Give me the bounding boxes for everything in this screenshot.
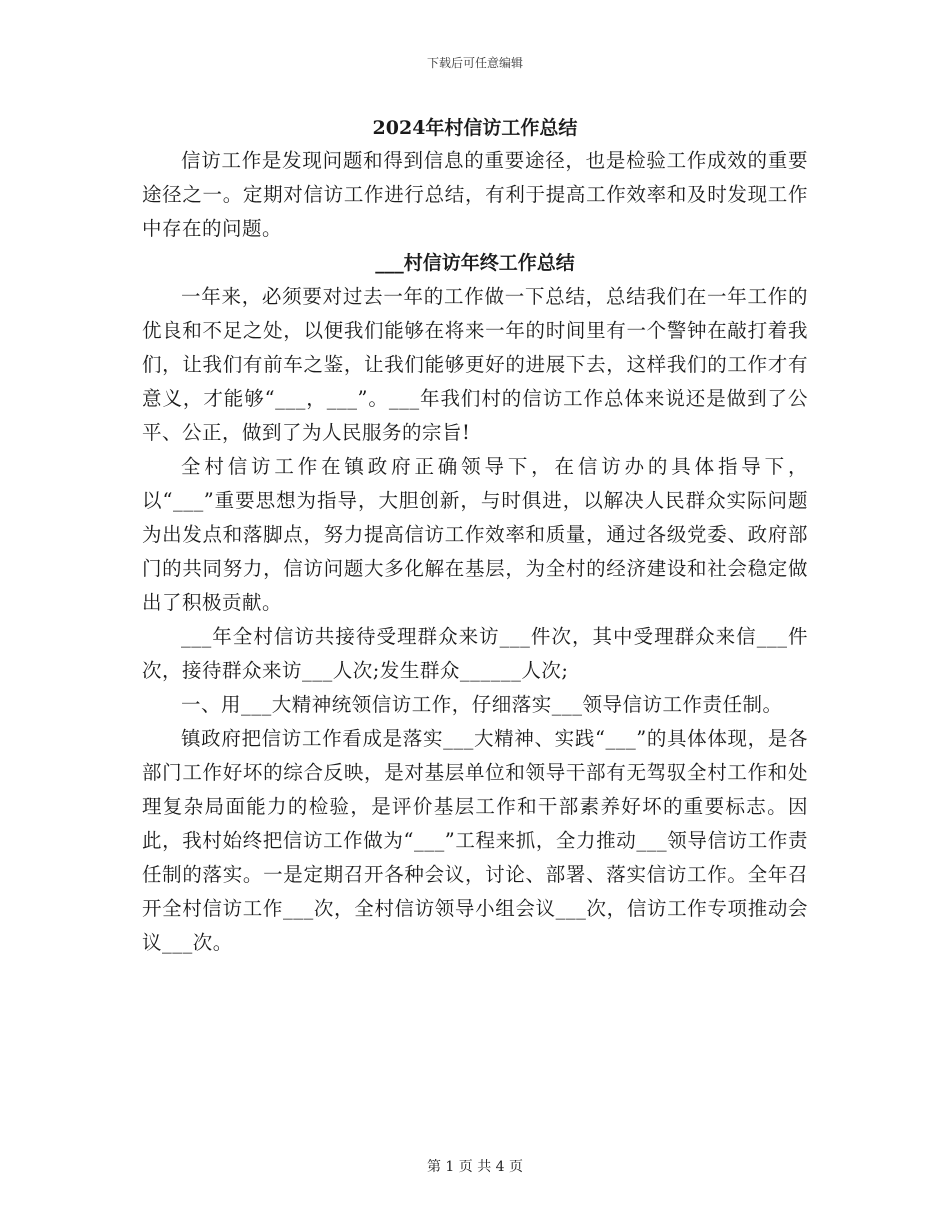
paragraph-5: 镇政府把信访工作看成是落实___大精神、实践“___”的具体体现，是各部门工作好坏的综合反映，是对基层单位和领导干部有无驾驭全村工作和处理复杂局面能力的检验，是评价基层工作和干部素养好坏的重要标志。因此，我村始终把信访工作做为“___”工程来抓，全力推动___领导信访工作责任制的落实。一是定期召开各种会议，讨论、部署、落实信访工作。全年召开全村信访工作___次，全村信访领导小组会议___次，信访工作专项推动会议___次。 — [142, 727, 808, 954]
intro-paragraph: 信访工作是发现问题和得到信息的重要途径，也是检验工作成效的重要途径之一。定期对信访工作进行总结，有利于提高工作效率和及时发现工作中存在的问题。 — [142, 149, 808, 240]
document-body — [142, 112, 808, 960]
paragraph-1: 一年来，必须要对过去一年的工作做一下总结，总结我们在一年工作的优良和不足之处，以便我们能够在将来一年的时间里有一个警钟在敲打着我们，让我们有前车之鉴，让我们能够更好的进展下去，这样我们的工作才有意义，才能够“___，___”。___年我们村的信访工作总体来说还是做到了公平、公正，做到了为人民服务的宗旨! — [142, 285, 808, 444]
header-note: 下载后可任意编辑 — [426, 56, 523, 70]
section-subtitle: ___村信访年终工作总结 — [375, 252, 575, 274]
page-footer: 第 1 页 共 4 页 — [426, 1159, 524, 1175]
document-title: 2024年村信访工作总结 — [372, 117, 578, 139]
paragraph-2: 全村信访工作在镇政府正确领导下，在信访办的具体指导下，以“___”重要思想为指导，大胆创新，与时俱进，以解决人民群众实际问题为出发点和落脚点，努力提高信访工作效率和质量，通过各级党委、政府部门的共同努力，信访问题大多化解在基层，为全村的经济建设和社会稳定做出了积极贡献。 — [142, 455, 808, 614]
paragraph-3: ___年全村信访共接待受理群众来访___件次，其中受理群众来信___件次，接待群众来访___人次;发生群众______人次; — [142, 625, 808, 682]
paragraph-4: 一、用___大精神统领信访工作，仔细落实___领导信访工作责任制。 — [181, 693, 783, 716]
